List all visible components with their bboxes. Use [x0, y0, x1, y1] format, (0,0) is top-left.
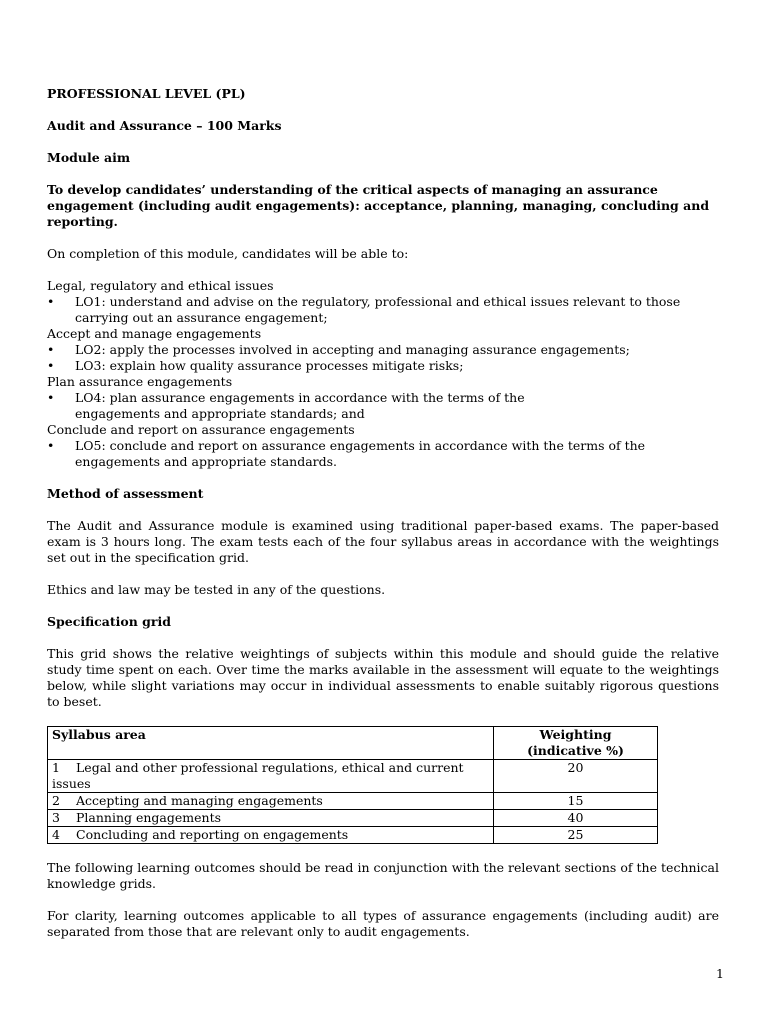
outcome-group-plan: [47, 374, 719, 422]
syllabus-area-cell: [48, 827, 494, 844]
table-row: [48, 760, 658, 793]
bullet-icon: •: [47, 358, 55, 373]
outcome-group-accept: [47, 326, 719, 374]
page-number: 1: [716, 966, 724, 981]
learning-outcome-lo2: [47, 342, 719, 358]
learning-outcome-text: LO2: apply the processes involved in accepting and managing assurance engagements;: [75, 342, 630, 357]
clarity-text: For clarity, learning outcomes applicable to all types of assurance engagements (including audit) are separated from those that are relevant only to audit engagements.: [47, 908, 719, 939]
syllabus-area-cell: [48, 793, 494, 810]
row-number: 1: [52, 760, 60, 775]
col-header-weighting-line1: Weighting: [539, 727, 612, 742]
bullet-icon: •: [47, 438, 55, 453]
ethics-text: Ethics and law may be tested in any of the questions.: [47, 582, 386, 597]
outcome-group-heading: Plan assurance engagements: [47, 374, 233, 389]
row-number: 3: [52, 810, 60, 825]
table-row: [48, 793, 658, 810]
row-number: 2: [52, 793, 60, 808]
col-header-weighting: [494, 727, 658, 760]
method-text: The Audit and Assurance module is examined using traditional paper-based exams. The paper-based exam is 3 hours long. The exam tests each of the four syllabus areas in accordance with the weightings set out in the specification grid.: [47, 518, 719, 565]
bullet-icon: •: [47, 342, 55, 357]
completion-intro: On completion of this module, candidates will be able to:: [47, 246, 409, 261]
area-label: Legal and other professional regulations, ethical and current issues: [52, 760, 464, 791]
table-row: [48, 810, 658, 827]
syllabus-area-cell: [48, 760, 494, 793]
syllabus-area-cell: [48, 810, 494, 827]
module-title: Audit and Assurance – 100 Marks: [47, 118, 282, 133]
col-header-syllabus-area: Syllabus area: [48, 727, 494, 760]
spec-grid-text: This grid shows the relative weightings of subjects within this module and should guide the relative study time spent on each. Over time the marks available in the assessment will equate to the weightings below, while slight variations may occur in individual assessments to enable suitably rigorous questions to beset.: [47, 646, 719, 709]
method-heading: Method of assessment: [47, 486, 204, 501]
module-aim-heading: Module aim: [47, 150, 131, 165]
document-page: [47, 86, 719, 940]
weighting-cell: 15: [494, 793, 658, 810]
outcome-group-legal: [47, 278, 719, 326]
col-header-weighting-line2: (indicative %): [527, 743, 624, 758]
learning-outcome-text: LO4: plan assurance engagements in accordance with the terms of the engagements and appropriate standards; and: [75, 390, 525, 421]
bullet-icon: •: [47, 390, 55, 405]
learning-outcome-lo5: [47, 438, 719, 470]
following-text: The following learning outcomes should be read in conjunction with the relevant sections of the technical knowledge grids.: [47, 860, 719, 891]
learning-outcome-text: LO3: explain how quality assurance processes mitigate risks;: [75, 358, 464, 373]
weighting-cell: 20: [494, 760, 658, 793]
outcome-group-heading: Legal, regulatory and ethical issues: [47, 278, 274, 293]
module-aim-text: To develop candidates’ understanding of the critical aspects of managing an assurance engagement (including audit engagements): acceptance, planning, managing, concluding and reporting.: [47, 182, 710, 229]
outcome-group-heading: Conclude and report on assurance engagements: [47, 422, 355, 437]
row-number: 4: [52, 827, 60, 842]
weighting-cell: 40: [494, 810, 658, 827]
area-label: Accepting and managing engagements: [76, 793, 323, 808]
area-label: Planning engagements: [76, 810, 222, 825]
bullet-icon: •: [47, 294, 55, 309]
learning-outcome-text: LO5: conclude and report on assurance engagements in accordance with the terms of the engagements and appropriate standards.: [75, 438, 646, 469]
area-label: Concluding and reporting on engagements: [76, 827, 349, 842]
table-header-row: [48, 727, 658, 760]
spec-grid-heading: Specification grid: [47, 614, 171, 629]
learning-outcome-lo1: [47, 294, 719, 326]
table-row: [48, 827, 658, 844]
level-heading: PROFESSIONAL LEVEL (PL): [47, 86, 246, 101]
learning-outcome-lo4: [47, 390, 719, 422]
learning-outcome-text: LO1: understand and advise on the regulatory, professional and ethical issues relevant to those carrying out an assurance engagement;: [75, 294, 681, 325]
weighting-cell: 25: [494, 827, 658, 844]
learning-outcome-lo3: [47, 358, 719, 374]
outcome-group-heading: Accept and manage engagements: [47, 326, 262, 341]
specification-grid-table: [47, 726, 658, 844]
outcome-group-conclude: [47, 422, 719, 470]
